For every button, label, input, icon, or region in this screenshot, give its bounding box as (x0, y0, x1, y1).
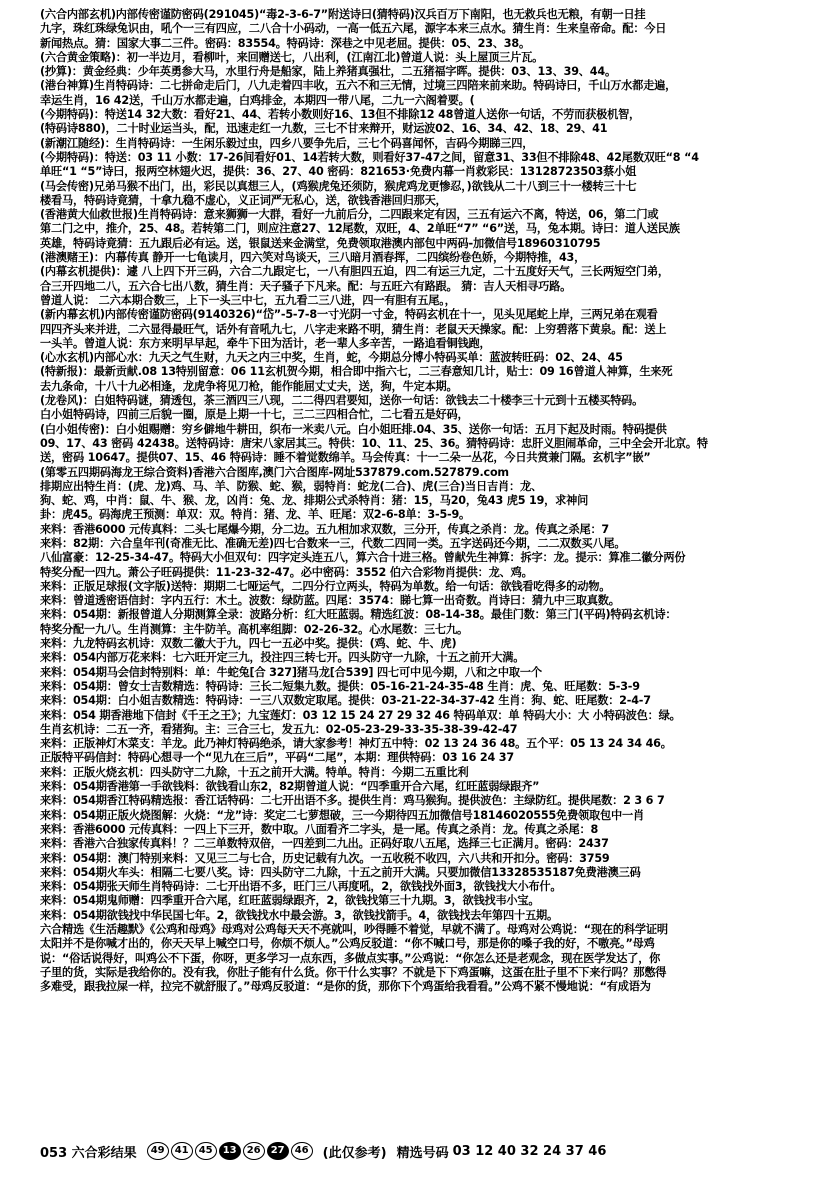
text-line: 英雄，特码诗竟猜：五九跟后必有运。送，银鼠送来金满堂，免费领取港澳内部包中两码-加微信号18960310795 (40, 236, 601, 250)
result-label: 053 六合彩结果 (40, 1145, 137, 1161)
picks-label: 精选号码 (396, 1145, 449, 1161)
text-line: 卦：虎45。码海虎王预测：单双：双。特肖：猪、龙、羊、旺尾：双2-6-8单：3-5-9。 (40, 508, 471, 522)
result-ball: 27 (267, 1142, 289, 1160)
text-line: 曾道人说： 二六本期合数三，上下一头三中七，五九看二三八进，四一有胆有五尾。， (40, 293, 456, 307)
text-line: 生肖玄机诗：二五一齐，看猪狗。主：三合三七，发五九：02-05-23-29-33-35-38-39-42-47 (40, 722, 518, 736)
text-line: (内幕玄机提供)：遽 八上四下开三码，六合二九跟定七，一八有胆四五迫，四二有运三九定，二十五度好天气，三长两短空门弟， (40, 265, 669, 279)
text-line: (港澳赌王)：内幕传真 静开一七龟读月，四六笑对鸟谈天，三八暗月酒春挥，二四缤纷卷色娇，今期特推，43， (40, 251, 586, 265)
text-line: 来料：054期香江特码精选报：香江话特码：二七开出语不多。提供生肖：鸡马猴狗。提供波色：主绿防红。提供尾数：2 3 6 7 (40, 794, 665, 808)
result-ball: 26 (243, 1142, 265, 1160)
text-line: 幸运生肖，16 42送，千山万水都走遍，白鸡排金，本期四一带八尾，二九一六阁着要。( (40, 93, 475, 107)
text-line: 六合精选《生活趣默》《公鸡和母鸡》母鸡对公鸡每天天不亮就叫，吵得睡不着觉，早就不满了。母鸡对公鸡说：“现在的科学证明 (40, 923, 668, 936)
result-ball: 45 (195, 1142, 217, 1160)
text-line: 来料：054期鬼师赠：四季重开合六尾，红旺蓝弱绿跟齐，2，欲钱找第三十九期。3，欲钱找韦小宝。 (40, 894, 540, 908)
text-line: 来料：正版足球报(文字版)送特：期期二七哑运气，二四分行立两头，特码为单数。给一句话：欲钱看吃得多的动物。 (40, 579, 611, 593)
text-line: (白小姐传密)：白小姐赐赠：穷乡僻地牛耕田，织布一米卖八元。白小姐旺排.04、35、送你一句话：五月下起及时雨。特码提供 (40, 422, 667, 436)
result-ball: 46 (291, 1142, 313, 1160)
text-line: (特新报)：最新贡献.08 13特别留意：06 11玄机贺今期，相合即中指六七，二三春意知几计，贴士：09 16曾道人神算，生来死 (40, 365, 673, 379)
text-line: 新闻热点。猜：国家大事二三件。密码：83554。特码诗：深巷之中见老屈。提供：05、23、38。 (40, 36, 530, 50)
text-line: 来料：054期正版火烧图解：火烧：“龙”诗：奖定二七萝想破，三一今期待四五加微信号18146020555免费领取包中一肖 (40, 808, 644, 822)
text-line: 正版特平码信封：特码心想寻一个“见九在三后”，平码“二尾”，本期：理供特码：03 16 24 37 (40, 751, 514, 765)
text-line: 单旺“1 “5”诗曰，报两空林翅火迟，提供：36、27、40 密码：821653·免费内幕一肖救彩民：13128723503蔡小姐 (40, 165, 637, 179)
text-line: 来料：82期：六合皇年刊(奇准无比、准确无差)四七合数来一三，代数二四同一类。五字送码还今期，二二双数买八尾。 (40, 536, 626, 550)
text-line: 来料：香港六合独家传真料！？二三单数特双倍，一四差到二九出。正码好取八五尾，选择三七正满月。密码：2437 (40, 837, 609, 851)
text-line: 来料：正版火烧玄机：四头防守二九除，十五之前开大满。特单。特肖：今期二五重比利 (40, 765, 469, 779)
text-line: (六合黄金策略)：初一半边月，看柳叶，来回赠送七，八出利，(江南江北)曾道人说：头上屋顶三片瓦。 (40, 50, 544, 64)
text-line: 楼看马，特码诗竟猜，十拿九稳不虚心，义正词严无私心，送，欲钱香港回归那天， (40, 193, 447, 207)
text-line: 来料：曾道透密语信封：字内五行：木土。波数：绿防蓝。四尾：3574：睇七算一出奇数。肖诗曰：猜九中三取真数。 (40, 594, 620, 608)
text-body (40, 8, 819, 994)
text-line: 排期应出特生肖：(虎、龙)鸡、马、羊、防猴、蛇、猴，弱特肖：蛇龙(二合)、虎(三合)当日吉肖：龙、 (40, 479, 542, 493)
text-line: (第零五四期码海龙王综合资料)香港六合图库,澳门六合图库-网址537879.com.527879.com (40, 465, 509, 479)
text-line: 特奖分配一九八。生肖测算：主牛防羊。高机率组脚：02-26-32。心水尾数：三七九。 (40, 622, 468, 636)
text-line: (今期特码)：特送14 32大数：看好21、44、若转小数则好16、13但不排除12 48曾道人送你一句话，不劳而获极机智， (40, 108, 641, 122)
text-line: 来料：054期：澳门特别来料：又见三二与七合，历史记载有九次。一五收税不收四，六八共和开扣分。密码：3759 (40, 851, 610, 865)
result-footer (40, 1140, 820, 1162)
text-line: (龙卷风)：白姐特码谜，猜透包，茶三酒四三八现，二二得四君要知，送你一句话：欲钱去二十楼李三十元到十五楼买特码。 (40, 394, 644, 408)
text-line: 来料：九龙特码玄机诗：双数二徽大于九，四七一五必中奖。提供：(鸡、蛇、牛、虎) (40, 637, 457, 651)
text-line: 来料：054期马会信封特别料：单：牛蛇兔[合 327]猪马龙[合539] 四七可中见今期，八和之中取一个 (40, 665, 542, 679)
text-line: 来料：054内部万花来料：七六旺开定三九，投注四三转七开。四头防守一九除，十五之前开大满。 (40, 651, 525, 665)
text-line: (新潮江随经)：生肖特码诗：一生闲乐毅过虫，四乡八要争先后，三七个码喜闻怀，吉码今期睇三四， (40, 136, 534, 150)
text-line: 去九条命，十八十九必相逢，龙虎争将见刀枪，能作能屈丈丈夫，送，狗，牛定本期。 (40, 379, 458, 393)
text-line: (新内幕玄机)内部传密谨防密码(9140326)“岱”-5-7-8一寸光阴一寸金，特码玄机在十一，见头见尾蛇上岸，三两兄弟在观看 (40, 308, 658, 322)
result-ball: 13 (219, 1142, 241, 1160)
text-line: 白小姐特码诗，四前三后貌一圈，原是上期一十七，三二三四相合忙，二七看五是好码， (40, 408, 469, 422)
text-line: (香港黄大仙救世报)生肖特码诗：意来狮狮一大群，看好一九前后分，二四跟来定有因，三五有运六不离，特送，06，第二门或 (40, 208, 659, 222)
text-line: 送，密码 10647。提供07、15、46 特码诗：睡不着觉数绵羊。马会传真：十一二朵一丛花，今日共赏兼门隔。玄机字”嵌” (40, 451, 651, 465)
text-line: 来料：香港6000 元传真料：二头七尾爆今期，分二边。五九相加求双数，三分开，传真之杀肖：龙。传真之杀尾：7 (40, 522, 610, 536)
text-line: 来料：香港6000 元传真料：一四上下三开，数中取。八面看齐二字头，是一尾。传真之杀肖：龙。传真之杀尾：8 (40, 822, 599, 836)
text-line: 子里的货，实际是我给你的。没有我，你肚子能有什么货。你干什么实事？不就是下下鸡蛋嘛，这蛋在肚子里不下来行吗？那憋得 (40, 965, 667, 979)
text-line: 九字，珠红珠绿兔识由，吼个一三有四应，二八合十小码动，一高一低五六尾，源字本来三点水。猜生肖：生来皇帝命。配：今日 (40, 22, 667, 36)
text-line: (心水玄机)内部心水：九天之气生财，九天之内三中奖，生肖，蛇，今期总分博小特码买单：蓝波转旺码：02、24、45 (40, 351, 623, 365)
text-line: 八仙富豪：12-25-34-47。特码大小但双句：四字定头连五八，算六合十进三格。曾献先生神算：拆字：龙。提示：算准二徽分两份 (40, 551, 686, 565)
text-line: 狗、蛇、鸡，中肖：鼠、牛、猴、龙，凶肖：兔、龙、排期公式杀特肖：猪：15，马20，兔43 虎5 19，求神问 (40, 494, 589, 508)
text-line: 来料：054期欲钱找中华民国七年。2，欲钱找水中最会游。3，欲钱找箭手。4，欲钱找去年第四十五期。 (40, 908, 558, 922)
text-line: 一头羊。曾道人说：东方来明早早起，牵牛下田为活计，老一辈人多辛苦，一路追看铜钱跑， (40, 336, 491, 350)
text-line: (六合内部玄机)内部传密谨防密码(291045)“毒2-3-6-7”附送诗曰(猜特码)汉兵百万下南阳，也无救兵也无粮，有朝一日挂 (40, 8, 646, 21)
text-line: 来料：054期：白小姐吉数精选：特码诗：一三八双数定取尾。提供：03-21-22-34-37-42 生肖：狗、蛇、旺尾数：2-4-7 (40, 694, 651, 708)
result-ball: 41 (171, 1142, 193, 1160)
text-line: 四四齐头来并进，二六显得最旺气，话外有音吼九七，八字走来路不明，猜生肖：老鼠天天操家。配：上穷碧落下黄泉。配：送上 (40, 322, 667, 336)
text-line: 09、17、43 密码 42438。送特码诗：唐宋八家居其三。特供：10、11、25、36。猜特码诗：忠肝义胆闹革命，三中全会开北京。特 (40, 436, 708, 450)
text-line: (抄算)：黄金经典：少年英勇参大马，水里行舟是船家，陆上养猪真强壮，二五猪福字晖。提供：03、13、39、44。 (40, 65, 616, 79)
text-line: 太阳并不是你喊才出的，你天天早上喊空口号，你烦不烦人。”公鸡反驳道：“你不喊口号，那是你的嗓子我的好，不嗷亮。”母鸡 (40, 937, 655, 951)
text-line: (马会传密)兄弟马猴不出门，出，彩民以真想三人，(鸡猴虎兔还须防，猴虎鸡龙更惨忍，)欲钱从二十八到三十一楼转三十七 (40, 179, 637, 193)
text-line: 来料：正版神灯木菜支：羊龙。此乃神灯特码绝杀，请大家参考！神灯五中特：02 13 24 36 48。五个平：05 13 24 34 46。 (40, 737, 672, 751)
text-line: (港台神算)生肖特码诗：二七拼命走后门，八九走着四丰收，五六不和三无情，过境三四陪来前来助。特码诗曰，千山万水都走遍， (40, 79, 677, 93)
text-line: 来料：054期张天师生肖特码诗：二七开出语不多，旺门三八再度吼，2，欲钱找外面3，欲钱找大小布什。 (40, 880, 562, 894)
text-line: 特奖分配一四九。萧公子旺码提供：11-23-32-47。必中密码：3552 伯六合彩物肖提供：龙、鸡。 (40, 565, 533, 579)
text-line: 来料：054 期香港地下信封《千王之王》；九宝莲灯：03 12 15 24 27 29 32 46 特码单双：单 特码大小：大 小特码波色：绿。 (40, 708, 681, 722)
text-line: 来料：054期：曾女士吉数精选：特码诗：三长二短集九数。提供：05-16-21-24-35-48 生肖：虎、兔、旺尾数：5-3-9 (40, 679, 640, 693)
note-text: (此仅参考) (322, 1145, 387, 1161)
text-line: 多难受，跟我拉屎一样，拉完不就舒服了。”母鸡反驳道：“是你的货，那你下个鸡蛋给我看看。”公鸡不紧不慢地说：“有成语为 (40, 980, 651, 994)
text-line: 合三开四地二八，五六合七出八数，猜生肖：天子骚子下凡来。配：与五旺六有路跟。 猜：吉人天相寻巧路。 (40, 279, 572, 293)
text-line: (今期特码)：特送：03 11 小数：17-26间看好01、14若转大数，则看好37-47之间，留意31、33但不排除48、42尾数双旺“8 “4 (40, 150, 699, 164)
text-line: 说：“俗话说得好，叫鸡公不下蛋，你呀，更多学习一点东西，多做点实事。”公鸡说：“你怎么还是老观念，现在医学发达了，你 (40, 951, 661, 965)
result-balls (147, 1142, 313, 1160)
text-line: 第二门之中，推介，25、48。若转第二门，则应注意27、12尾数，双旺，4、2单旺“7” “6”送，马，兔本期。诗曰：道人送民族 (40, 222, 680, 236)
text-line: 来料：054期香港第一手欲钱料：欲钱看山东2，82期曾道人说：“四季重开合六尾，红旺蓝弱绿跟齐” (40, 780, 540, 794)
text-line: 来料：054期火车头：相隔二七要八奖。诗：四头防守二九除，十五之前开大满。只要加微信13328535187免费港澳三码 (40, 865, 641, 879)
text-line: (特码诗880)，二十时业运当头，配，迅速走红一九数，三七不甘来辩开，财运波02、16、34、42、18、29、41 (40, 122, 608, 136)
result-ball: 49 (147, 1142, 169, 1160)
picks-numbers: 03 12 40 32 24 37 46 (452, 1143, 607, 1159)
text-line: 来料：054期：新报曾道人分期测算全录：波路分析：红大旺蓝弱。精选红波：08-14-38。最佳门数：第三门(平码)特码玄机诗： (40, 608, 677, 622)
